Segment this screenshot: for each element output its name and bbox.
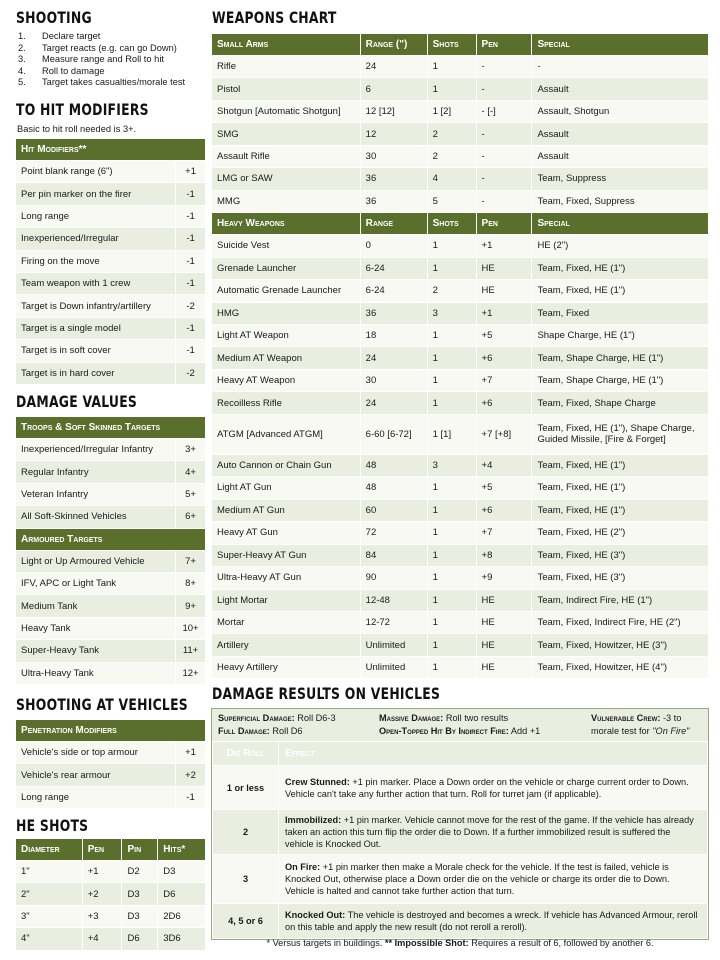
table-row: Artillery Unlimited 1 HE Team, Fixed, Howitzer, HE (3"): [212, 634, 709, 656]
table-row: Super-Heavy AT Gun 84 1 +8 Team, Fixed, HE (3"): [212, 544, 709, 566]
hit-modifiers-table: [15, 138, 206, 385]
table-row: Target is a single model -1: [16, 317, 206, 339]
table-row: 4" +4 D6 3D6: [16, 928, 206, 950]
table-row: Recoilless Rifle 24 1 +6 Team, Fixed, Shape Charge: [212, 392, 709, 414]
he-col-hits: Hits*: [158, 839, 206, 861]
table-row: Medium AT Weapon 24 1 +6 Team, Shape Charge, HE (1"): [212, 347, 709, 369]
table-row: Super-Heavy Tank 11+: [16, 640, 206, 662]
table-row: Vehicle's rear armour +2: [16, 764, 206, 786]
table-row: 2" +2 D3 D6: [16, 883, 206, 905]
table-row: Pistol 6 1 - Assault: [212, 78, 709, 100]
table-row: Light AT Weapon 18 1 +5 Shape Charge, HE (1"): [212, 324, 709, 346]
table-row: Ultra-Heavy AT Gun 90 1 +9 Team, Fixed, HE (3"): [212, 567, 709, 589]
table-row: Inexperienced/Irregular -1: [16, 228, 206, 250]
effect-header: Effect: [279, 742, 708, 766]
penetration-header: Penetration Modifiers: [16, 720, 206, 742]
damage-values-table: [15, 416, 206, 685]
table-row: Firing on the move -1: [16, 250, 206, 272]
table-row: Target is in hard cover -2: [16, 362, 206, 384]
table-row: Target is Down infantry/artillery -2: [16, 295, 206, 317]
table-row: IFV, APC or Light Tank 8+: [16, 572, 206, 594]
to-hit-note: Basic to hit roll needed is 3+.: [17, 124, 137, 134]
step-item: 1. Declare target: [18, 31, 101, 41]
soft-targets-header: Troops & Soft Skinned Targets: [16, 417, 206, 439]
weapons-chart-title: WEAPONS CHART: [212, 8, 337, 27]
table-row: Long range -1: [16, 205, 206, 227]
he-col-pen: Pen: [82, 839, 122, 861]
table-row: Light AT Gun 48 1 +5 Team, Fixed, HE (1"): [212, 477, 709, 499]
footnote: * Versus targets in buildings. ** Impossible Shot: Requires a result of 6, followed by another 6.: [266, 938, 654, 948]
table-row: 2 Immobilized: +1 pin marker. Vehicle cannot move for the rest of the game. If the vehicle has already taken an action this turn flip the order die to Down. If a further immobilized result is suffered the vehicle is Knocked Out.: [213, 810, 708, 855]
table-row: HMG 36 3 +1 Team, Fixed: [212, 302, 709, 324]
table-row: Point blank range (6") +1: [16, 161, 206, 183]
table-row: Medium Tank 9+: [16, 595, 206, 617]
penetration-modifiers-table: [15, 719, 206, 809]
he-col-pin: Pin: [122, 839, 158, 861]
table-row: Heavy Artillery Unlimited 1 HE Team, Fixed, Howitzer, HE (4"): [212, 656, 709, 678]
he-shots-title: HE SHOTS: [16, 816, 89, 835]
table-row: Mortar 12-72 1 HE Team, Fixed, Indirect Fire, HE (2"): [212, 611, 709, 633]
die-roll-header: Die Roll: [213, 742, 279, 766]
table-row: Suicide Vest 0 1 +1 HE (2"): [212, 235, 709, 257]
table-row: Automatic Grenade Launcher 6-24 2 HE Team, Fixed, HE (1"): [212, 280, 709, 302]
table-row: Team weapon with 1 crew -1: [16, 272, 206, 294]
table-row: Assault Rifle 30 2 - Assault: [212, 145, 709, 167]
damage-results-table: [212, 741, 708, 939]
table-row: MMG 36 5 - Team, Fixed, Suppress: [212, 190, 709, 212]
he-col-diameter: Diameter: [16, 839, 83, 861]
shooting-steps: [18, 31, 185, 89]
armoured-targets-header: Armoured Targets: [16, 528, 206, 550]
weapons-chart-table: [211, 33, 709, 679]
to-hit-title: TO HIT MODIFIERS: [16, 100, 149, 119]
step-item: 3. Measure range and Roll to hit: [18, 54, 164, 64]
table-row: Inexperienced/Irregular Infantry 3+: [16, 439, 206, 461]
table-row: Vehicle's side or top armour +1: [16, 742, 206, 764]
damage-types-legend: Superficial Damage: Roll D6-3 Full Damage: Roll D6 Massive Damage: Roll two results Open-Topped Hit By Indirect Fire: Add +1 Vulnerable Crew: -3 to morale test for "On Fire": [218, 713, 690, 736]
table-row: Target is in soft cover -1: [16, 340, 206, 362]
table-row: Heavy Tank 10+: [16, 617, 206, 639]
table-row: Veteran Infantry 5+: [16, 483, 206, 505]
table-row: SMG 12 2 - Assault: [212, 123, 709, 145]
table-row: Auto Cannon or Chain Gun 48 3 +4 Team, Fixed, HE (1"): [212, 454, 709, 476]
small-arms-header-row: Small Arms Range (") Shots Pen Special: [212, 34, 709, 56]
table-row: ATGM [Advanced ATGM] 6-60 [6-72] 1 [1] +7 [+8] Team, Fixed, HE (1"), Shape Charge, Guided Missile, [Fire & Forget]: [212, 414, 709, 454]
table-row: 3" +3 D3 2D6: [16, 905, 206, 927]
damage-results-title: DAMAGE RESULTS ON VEHICLES: [212, 684, 441, 703]
table-row: Heavy AT Weapon 30 1 +7 Team, Shape Charge, HE (1"): [212, 369, 709, 391]
hit-modifiers-header: Hit Modifiers**: [16, 139, 206, 161]
table-row: Ultra-Heavy Tank 12+: [16, 662, 206, 684]
shooting-title: SHOOTING: [16, 8, 92, 27]
table-row: Medium AT Gun 60 1 +6 Team, Fixed, HE (1"): [212, 499, 709, 521]
table-row: Regular Infantry 4+: [16, 461, 206, 483]
step-item: 4. Roll to damage: [18, 65, 105, 76]
table-row: 1" +1 D2 D3: [16, 861, 206, 883]
table-row: Per pin marker on the firer -1: [16, 183, 206, 205]
table-row: 3 On Fire: +1 pin marker then make a Morale check for the vehicle. If the test is failed, vehicle is Knocked Out, otherwise place a Down order die on the vehicle or charge its order die to Down. Vehicle is halted and cannot take further action that turn.: [213, 855, 708, 904]
table-row: All Soft-Skinned Vehicles 6+: [16, 506, 206, 528]
damage-results-panel: [211, 708, 709, 940]
table-row: Shotgun [Automatic Shotgun] 12 [12] 1 [2] - [-] Assault, Shotgun: [212, 100, 709, 122]
damage-values-title: DAMAGE VALUES: [16, 392, 138, 411]
table-row: Heavy AT Gun 72 1 +7 Team, Fixed, HE (2"): [212, 522, 709, 544]
shooting-at-vehicles-title: SHOOTING AT VEHICLES: [16, 695, 188, 714]
he-shots-table: [15, 838, 206, 951]
table-row: Light Mortar 12-48 1 HE Team, Indirect Fire, HE (1"): [212, 589, 709, 611]
table-row: Light or Up Armoured Vehicle 7+: [16, 550, 206, 572]
step-item: 2. Target reacts (e.g. can go Down): [18, 42, 177, 53]
table-row: 4, 5 or 6 Knocked Out: The vehicle is destroyed and becomes a wreck. If vehicle has Advanced Armour, reroll on this table and apply the new result (do not reroll a reroll).: [213, 904, 708, 939]
heavy-weapons-header-row: Heavy Weapons Range Shots Pen Special: [212, 213, 709, 235]
table-row: Grenade Launcher 6-24 1 HE Team, Fixed, HE (1"): [212, 257, 709, 279]
table-row: LMG or SAW 36 4 - Team, Suppress: [212, 168, 709, 190]
table-row: Rifle 24 1 - -: [212, 56, 709, 78]
table-row: Long range -1: [16, 786, 206, 808]
step-item: 5. Target takes casualties/morale test: [18, 77, 186, 87]
table-row: 1 or less Crew Stunned: +1 pin marker. Place a Down order on the vehicle or charge current order to Down. Vehicle can't take any further action that turn. Roll for turret jam (if applicable).: [213, 766, 708, 810]
